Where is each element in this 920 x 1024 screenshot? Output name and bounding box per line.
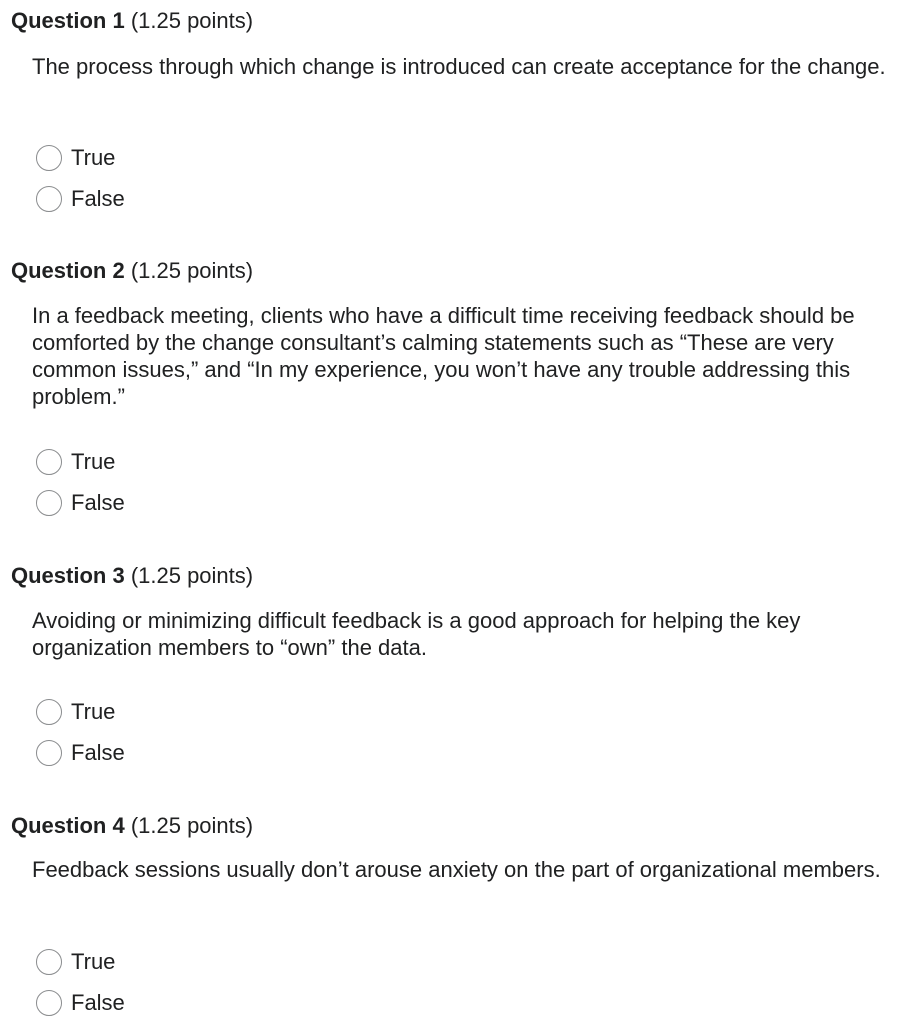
question-header: [11, 7, 253, 35]
option-false[interactable]: [36, 988, 125, 1018]
option-true[interactable]: [36, 143, 115, 173]
option-true[interactable]: [36, 447, 115, 477]
option-false[interactable]: [36, 488, 125, 518]
option-label: False: [71, 490, 125, 515]
radio-button[interactable]: [36, 449, 62, 475]
question-text: The process through which change is introduced can create acceptance for the change.: [32, 54, 886, 79]
question-points: (1.25 points): [130, 258, 254, 283]
question-points: (1.25 points): [130, 813, 254, 838]
radio-button[interactable]: [36, 990, 62, 1016]
question-text: Avoiding or minimizing difficult feedback is a good approach for helping the key organization members to “own” the data.: [32, 608, 801, 660]
question-text: In a feedback meeting, clients who have a difficult time receiving feedback should be comforted by the change consultant’s calming statements such as “These are very common issues,” and “In my experience, you won’t have any trouble addressing this problem.”: [32, 303, 855, 409]
question-title: Question 2: [11, 258, 125, 283]
radio-button[interactable]: [36, 145, 62, 171]
radio-button[interactable]: [36, 740, 62, 766]
question-header: [11, 257, 253, 285]
question-text: Feedback sessions usually don’t arouse anxiety on the part of organizational members.: [32, 857, 881, 882]
option-false[interactable]: [36, 184, 125, 214]
option-label: False: [71, 990, 125, 1015]
radio-button[interactable]: [36, 490, 62, 516]
option-false[interactable]: [36, 738, 125, 768]
question-title: Question 4: [11, 813, 125, 838]
option-true[interactable]: [36, 697, 115, 727]
question-header: [11, 562, 253, 590]
option-label: False: [71, 740, 125, 765]
question-points: (1.25 points): [130, 8, 254, 33]
option-label: False: [71, 186, 125, 211]
radio-button[interactable]: [36, 186, 62, 212]
question-points: (1.25 points): [130, 563, 254, 588]
radio-button[interactable]: [36, 699, 62, 725]
option-label: True: [71, 949, 116, 974]
question-title: Question 1: [11, 8, 125, 33]
question-header: [11, 812, 253, 840]
option-label: True: [71, 699, 116, 724]
option-true[interactable]: [36, 947, 115, 977]
question-title: Question 3: [11, 563, 125, 588]
option-label: True: [71, 449, 116, 474]
option-label: True: [71, 145, 116, 170]
radio-button[interactable]: [36, 949, 62, 975]
